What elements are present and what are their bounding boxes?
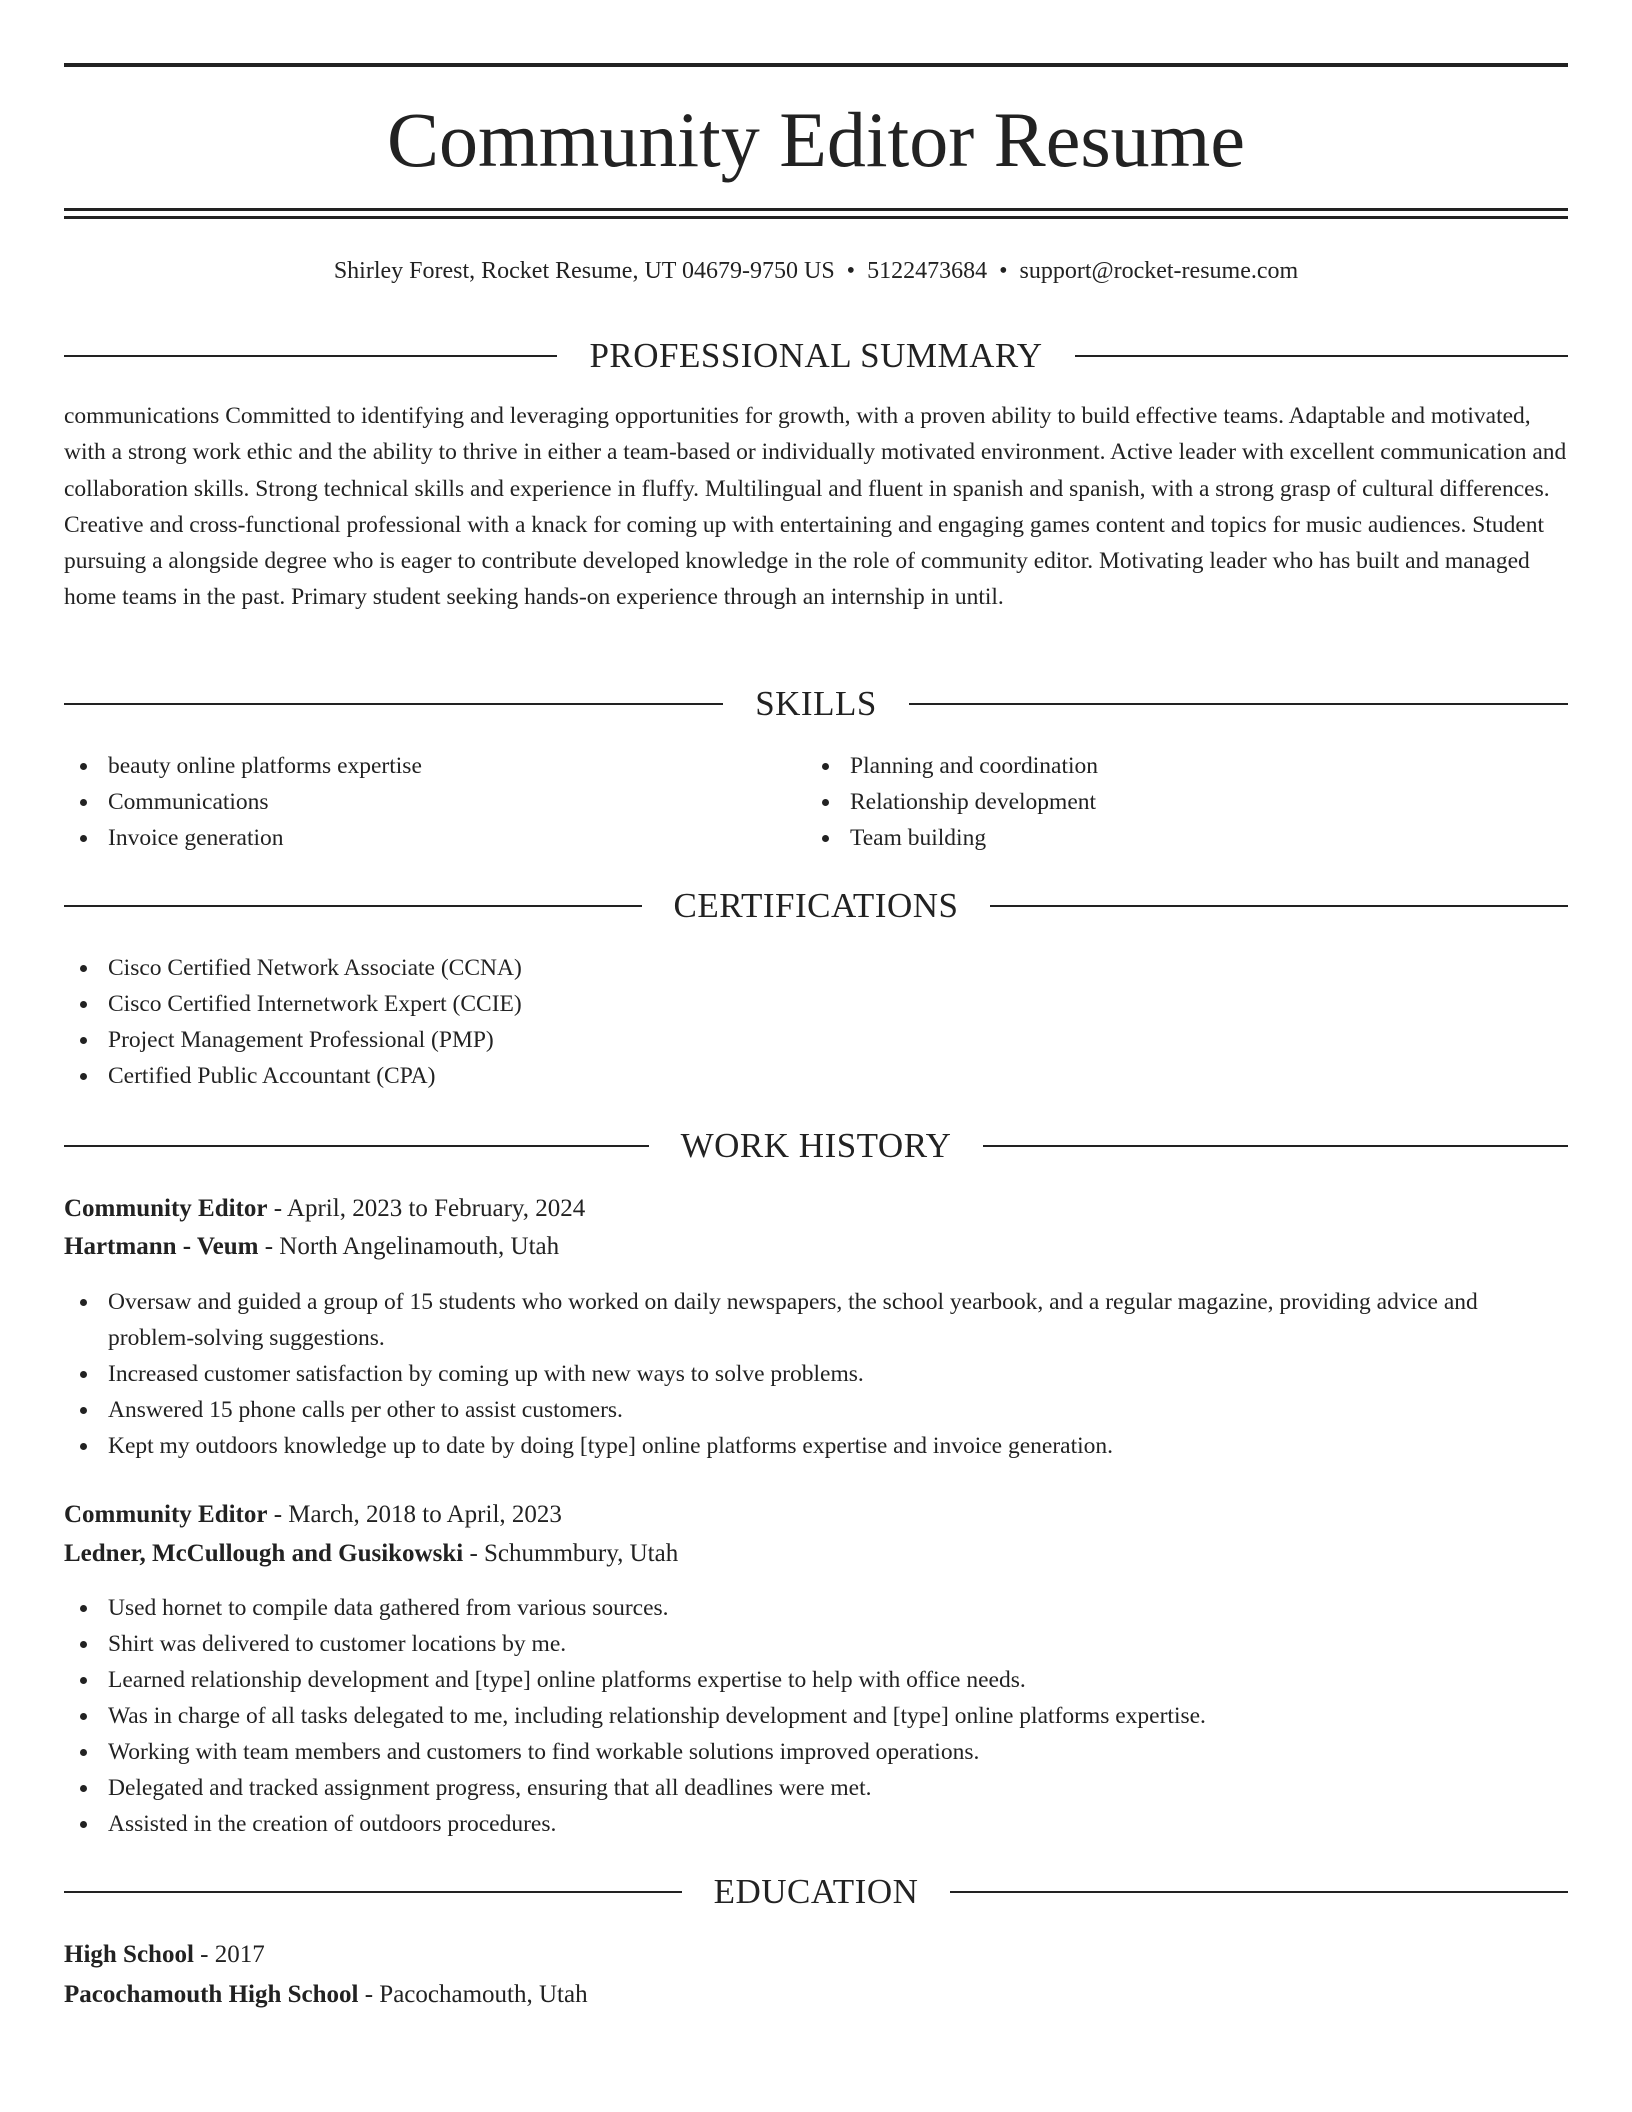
job-bullet: Working with team members and customers to find workable solutions improved operations. <box>64 1734 1568 1770</box>
job-bullets <box>64 1284 1568 1464</box>
section-title: SKILLS <box>755 684 877 723</box>
job-bullet: Assisted in the creation of outdoors procedures. <box>64 1806 1568 1842</box>
section-heading-work <box>64 1124 1568 1168</box>
heading-rule <box>909 703 1568 705</box>
heading-rule <box>1075 355 1568 357</box>
job-bullet: Kept my outdoors knowledge up to date by doing [type] online platforms expertise and invoice generation. <box>64 1428 1568 1464</box>
job-bullet: Shirt was delivered to customer locations by me. <box>64 1626 1568 1662</box>
section-heading-certifications <box>64 884 1568 928</box>
heading-rule <box>64 1145 649 1147</box>
education-location: - Pacochamouth, Utah <box>358 1981 588 2008</box>
section-heading-skills <box>64 682 1568 726</box>
job-dates: - April, 2023 to February, 2024 <box>267 1195 586 1222</box>
heading-rule <box>64 355 557 357</box>
section-title: WORK HISTORY <box>680 1126 952 1165</box>
job-bullet: Learned relationship development and [type] online platforms expertise to help with office needs. <box>64 1662 1568 1698</box>
job-company-line <box>64 1229 559 1265</box>
job-company: Hartmann - Veum <box>64 1233 259 1260</box>
skill-item: beauty online platforms expertise <box>64 748 764 784</box>
section-title: PROFESSIONAL SUMMARY <box>589 336 1043 375</box>
job-bullet: Oversaw and guided a group of 15 students who worked on daily newspapers, the school yearbook, and a regular magazine, providing advice and problem-solving suggestions. <box>64 1284 1568 1356</box>
heading-rule <box>64 905 642 907</box>
section-heading-education <box>64 1870 1568 1914</box>
certification-item: Certified Public Accountant (CPA) <box>64 1058 1568 1094</box>
skills-column-left <box>64 748 764 856</box>
certifications-list <box>64 950 1568 1094</box>
heading-rule <box>950 1891 1568 1893</box>
education-degree-line <box>64 1937 265 1973</box>
summary-text: communications Committed to identifying and leveraging opportunities for growth, with a proven ability to build effective teams. Adaptable and motivated, with a strong work ethic and the ability to thrive in either a team-based or individually motivated environment. Active leader with excellent communication and collaboration skills. Strong technical skills and experience in fluffy. Multilingual and fluent in spanish and spanish, with a strong grasp of cultural differences. Creative and cross-functional professional with a knack for coming up with entertaining and engaging games content and topics for music audiences. Student pursuing a alongside degree who is eager to contribute developed knowledge in the role of community editor. Motivating leader who has built and managed home teams in the past. Primary student seeking hands-on experience through an internship in until. <box>64 403 1567 611</box>
heading-rule <box>983 1145 1568 1147</box>
certification-item: Project Management Professional (PMP) <box>64 1022 1568 1058</box>
job-bullet: Delegated and tracked assignment progress, ensuring that all deadlines were met. <box>64 1770 1568 1806</box>
heading-rule <box>990 905 1568 907</box>
title-rule-lower <box>64 216 1568 219</box>
education-year: - 2017 <box>193 1941 265 1968</box>
contact-address: Shirley Forest, Rocket Resume, UT 04679-9750 US <box>333 258 835 284</box>
job-bullet: Increased customer satisfaction by coming up with new ways to solve problems. <box>64 1356 1568 1392</box>
contact-separator: • <box>999 258 1008 284</box>
education-school: Pacochamouth High School <box>64 1981 359 2008</box>
job-bullet: Was in charge of all tasks delegated to me, including relationship development and [type] online platforms expertise. <box>64 1698 1568 1734</box>
job-company: Ledner, McCullough and Gusikowski <box>64 1540 464 1567</box>
skill-item: Invoice generation <box>64 820 764 856</box>
skill-item: Communications <box>64 784 764 820</box>
skill-item: Planning and coordination <box>806 748 1506 784</box>
title-rule-upper <box>64 208 1568 211</box>
job-location: - North Angelinamouth, Utah <box>258 1233 560 1260</box>
job-title: Community Editor <box>64 1195 268 1222</box>
heading-rule <box>64 703 723 705</box>
contact-separator: • <box>846 258 856 284</box>
job-title-line <box>64 1191 585 1227</box>
education-degree: High School <box>64 1941 194 1968</box>
job-company-line <box>64 1536 678 1572</box>
certification-item: Cisco Certified Network Associate (CCNA) <box>64 950 1568 986</box>
top-rule <box>64 63 1568 67</box>
skill-item: Relationship development <box>806 784 1506 820</box>
contact-email: support@rocket-resume.com <box>1019 258 1299 284</box>
section-title: CERTIFICATIONS <box>673 886 959 925</box>
job-bullet: Answered 15 phone calls per other to assist customers. <box>64 1392 1568 1428</box>
job-title-line <box>64 1497 562 1533</box>
job-location: - Schummbury, Utah <box>463 1540 679 1567</box>
heading-rule <box>64 1891 682 1893</box>
job-bullets <box>64 1590 1568 1842</box>
job-dates: - March, 2018 to April, 2023 <box>267 1501 562 1528</box>
contact-phone: 5122473684 <box>867 258 988 284</box>
contact-line <box>64 254 1568 288</box>
job-title: Community Editor <box>64 1501 268 1528</box>
job-bullet: Used hornet to compile data gathered from various sources. <box>64 1590 1568 1626</box>
section-heading-summary <box>64 334 1568 378</box>
resume-title: Community Editor Resume <box>387 96 1245 183</box>
section-title: EDUCATION <box>713 1872 919 1911</box>
skill-item: Team building <box>806 820 1506 856</box>
certification-item: Cisco Certified Internetwork Expert (CCIE) <box>64 986 1568 1022</box>
education-school-line <box>64 1977 588 2013</box>
skills-column-right <box>806 748 1506 856</box>
